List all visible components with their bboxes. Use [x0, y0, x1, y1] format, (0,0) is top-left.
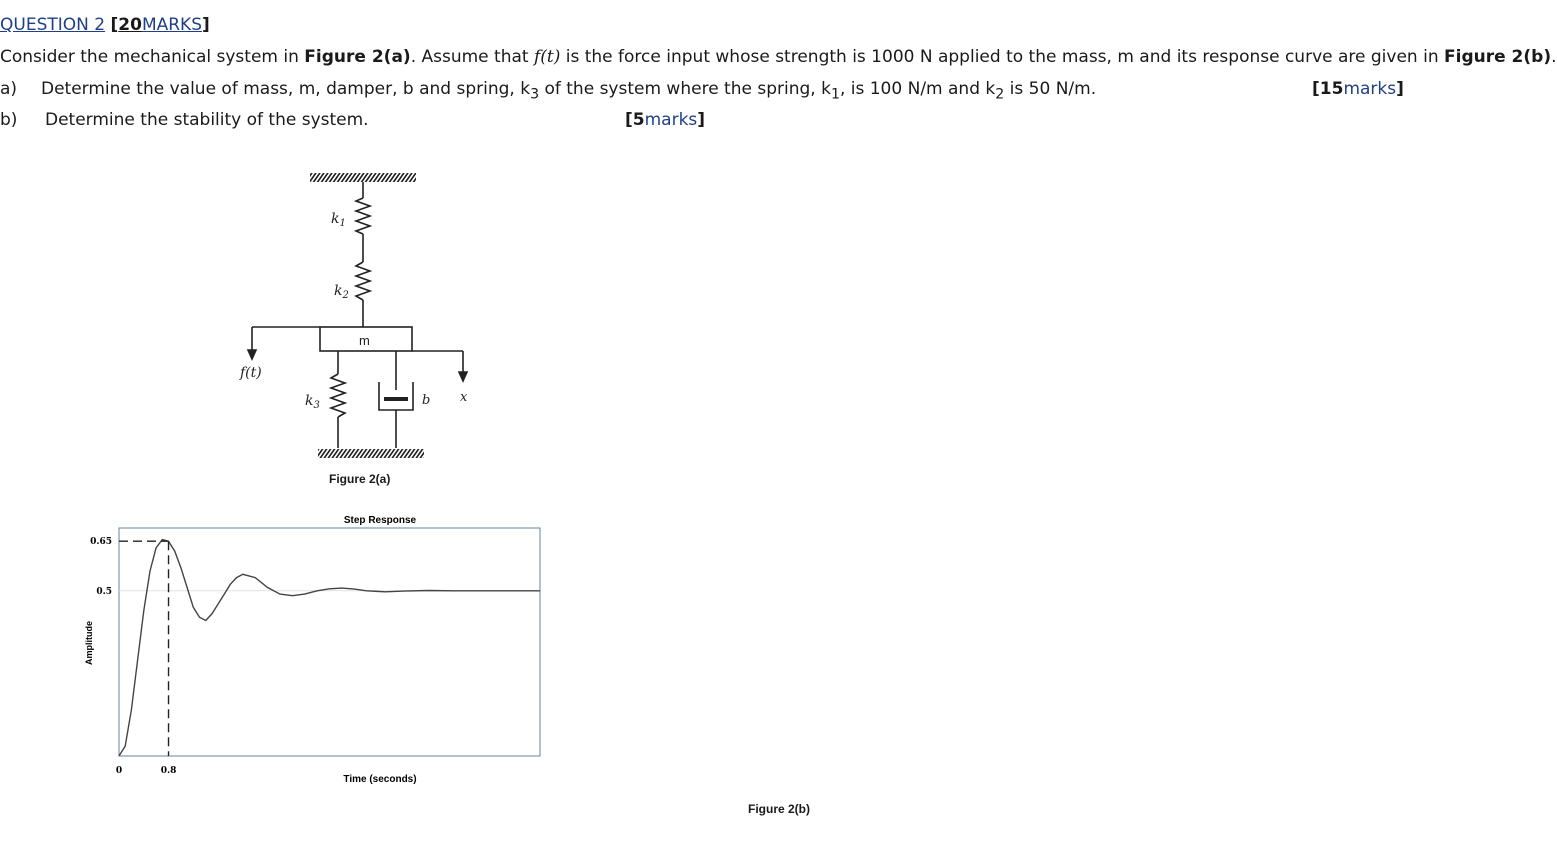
- part-a-label: a): [0, 79, 18, 99]
- part-a: [0, 79, 17, 99]
- figure-ref-b: Figure 2(b): [1444, 47, 1552, 67]
- part-a-text: Determine the value of mass, m, damper, b and spring, $k_3$ of the system where the spring, $k_1$, is 100 N/m and $k_2$ is 50 N/m.: [41, 79, 1097, 103]
- damper-b: [379, 351, 413, 448]
- bottom-wall: [318, 449, 424, 458]
- x-axis-label: Time (seconds): [343, 774, 417, 785]
- figure-ref-a: Figure 2(a): [304, 47, 411, 67]
- question-number: QUESTION 2: [0, 15, 106, 35]
- part-a-marks: [15marks]: [1312, 79, 1404, 99]
- y-axis-label: Amplitude: [84, 621, 94, 665]
- label-k2: $k_2$: [334, 283, 349, 301]
- x-tick-label: 0.8: [160, 766, 177, 776]
- part-b-text: Determine the stability of the system.: [45, 110, 369, 130]
- y-tick-label: 0.5: [96, 586, 112, 597]
- label-displacement: x: [460, 390, 468, 405]
- label-k3: $k_3$: [305, 393, 320, 411]
- force-arrow: [248, 327, 320, 359]
- figure-2a-caption: Figure 2(a): [329, 472, 391, 486]
- top-wall: [310, 173, 416, 182]
- spring-k3: [331, 351, 345, 448]
- x-tick-label: 0: [115, 766, 123, 776]
- part-b-marks: [5marks]: [625, 110, 706, 130]
- force-symbol: f(t): [533, 47, 561, 67]
- spring-k2: [356, 262, 370, 327]
- figure-2b-caption: Figure 2(b): [748, 802, 810, 816]
- label-mass: m: [359, 333, 370, 348]
- total-marks: [20MARKS]: [110, 15, 210, 35]
- plot-area: [119, 528, 540, 756]
- question-heading: [0, 15, 210, 35]
- chart-title: Step Response: [343, 515, 417, 526]
- question-intro: Consider the mechanical system in Figure 2(a). Assume that f(t) is the force input whose strength is 1000 N applied to the mass, m and its response curve are given in Figure 2(b).: [0, 47, 1557, 67]
- label-k1: $k_1$: [331, 211, 346, 229]
- part-b-label: b): [0, 110, 18, 130]
- label-force: f(t): [240, 365, 262, 381]
- displacement-arrow: [412, 351, 467, 381]
- figure-2a-diagram: [220, 165, 520, 495]
- y-tick-label: 0.65: [90, 537, 112, 548]
- step-response-chart: [75, 505, 595, 795]
- spring-k1: [356, 182, 370, 262]
- label-damper: b: [422, 393, 431, 408]
- part-b: [0, 110, 17, 130]
